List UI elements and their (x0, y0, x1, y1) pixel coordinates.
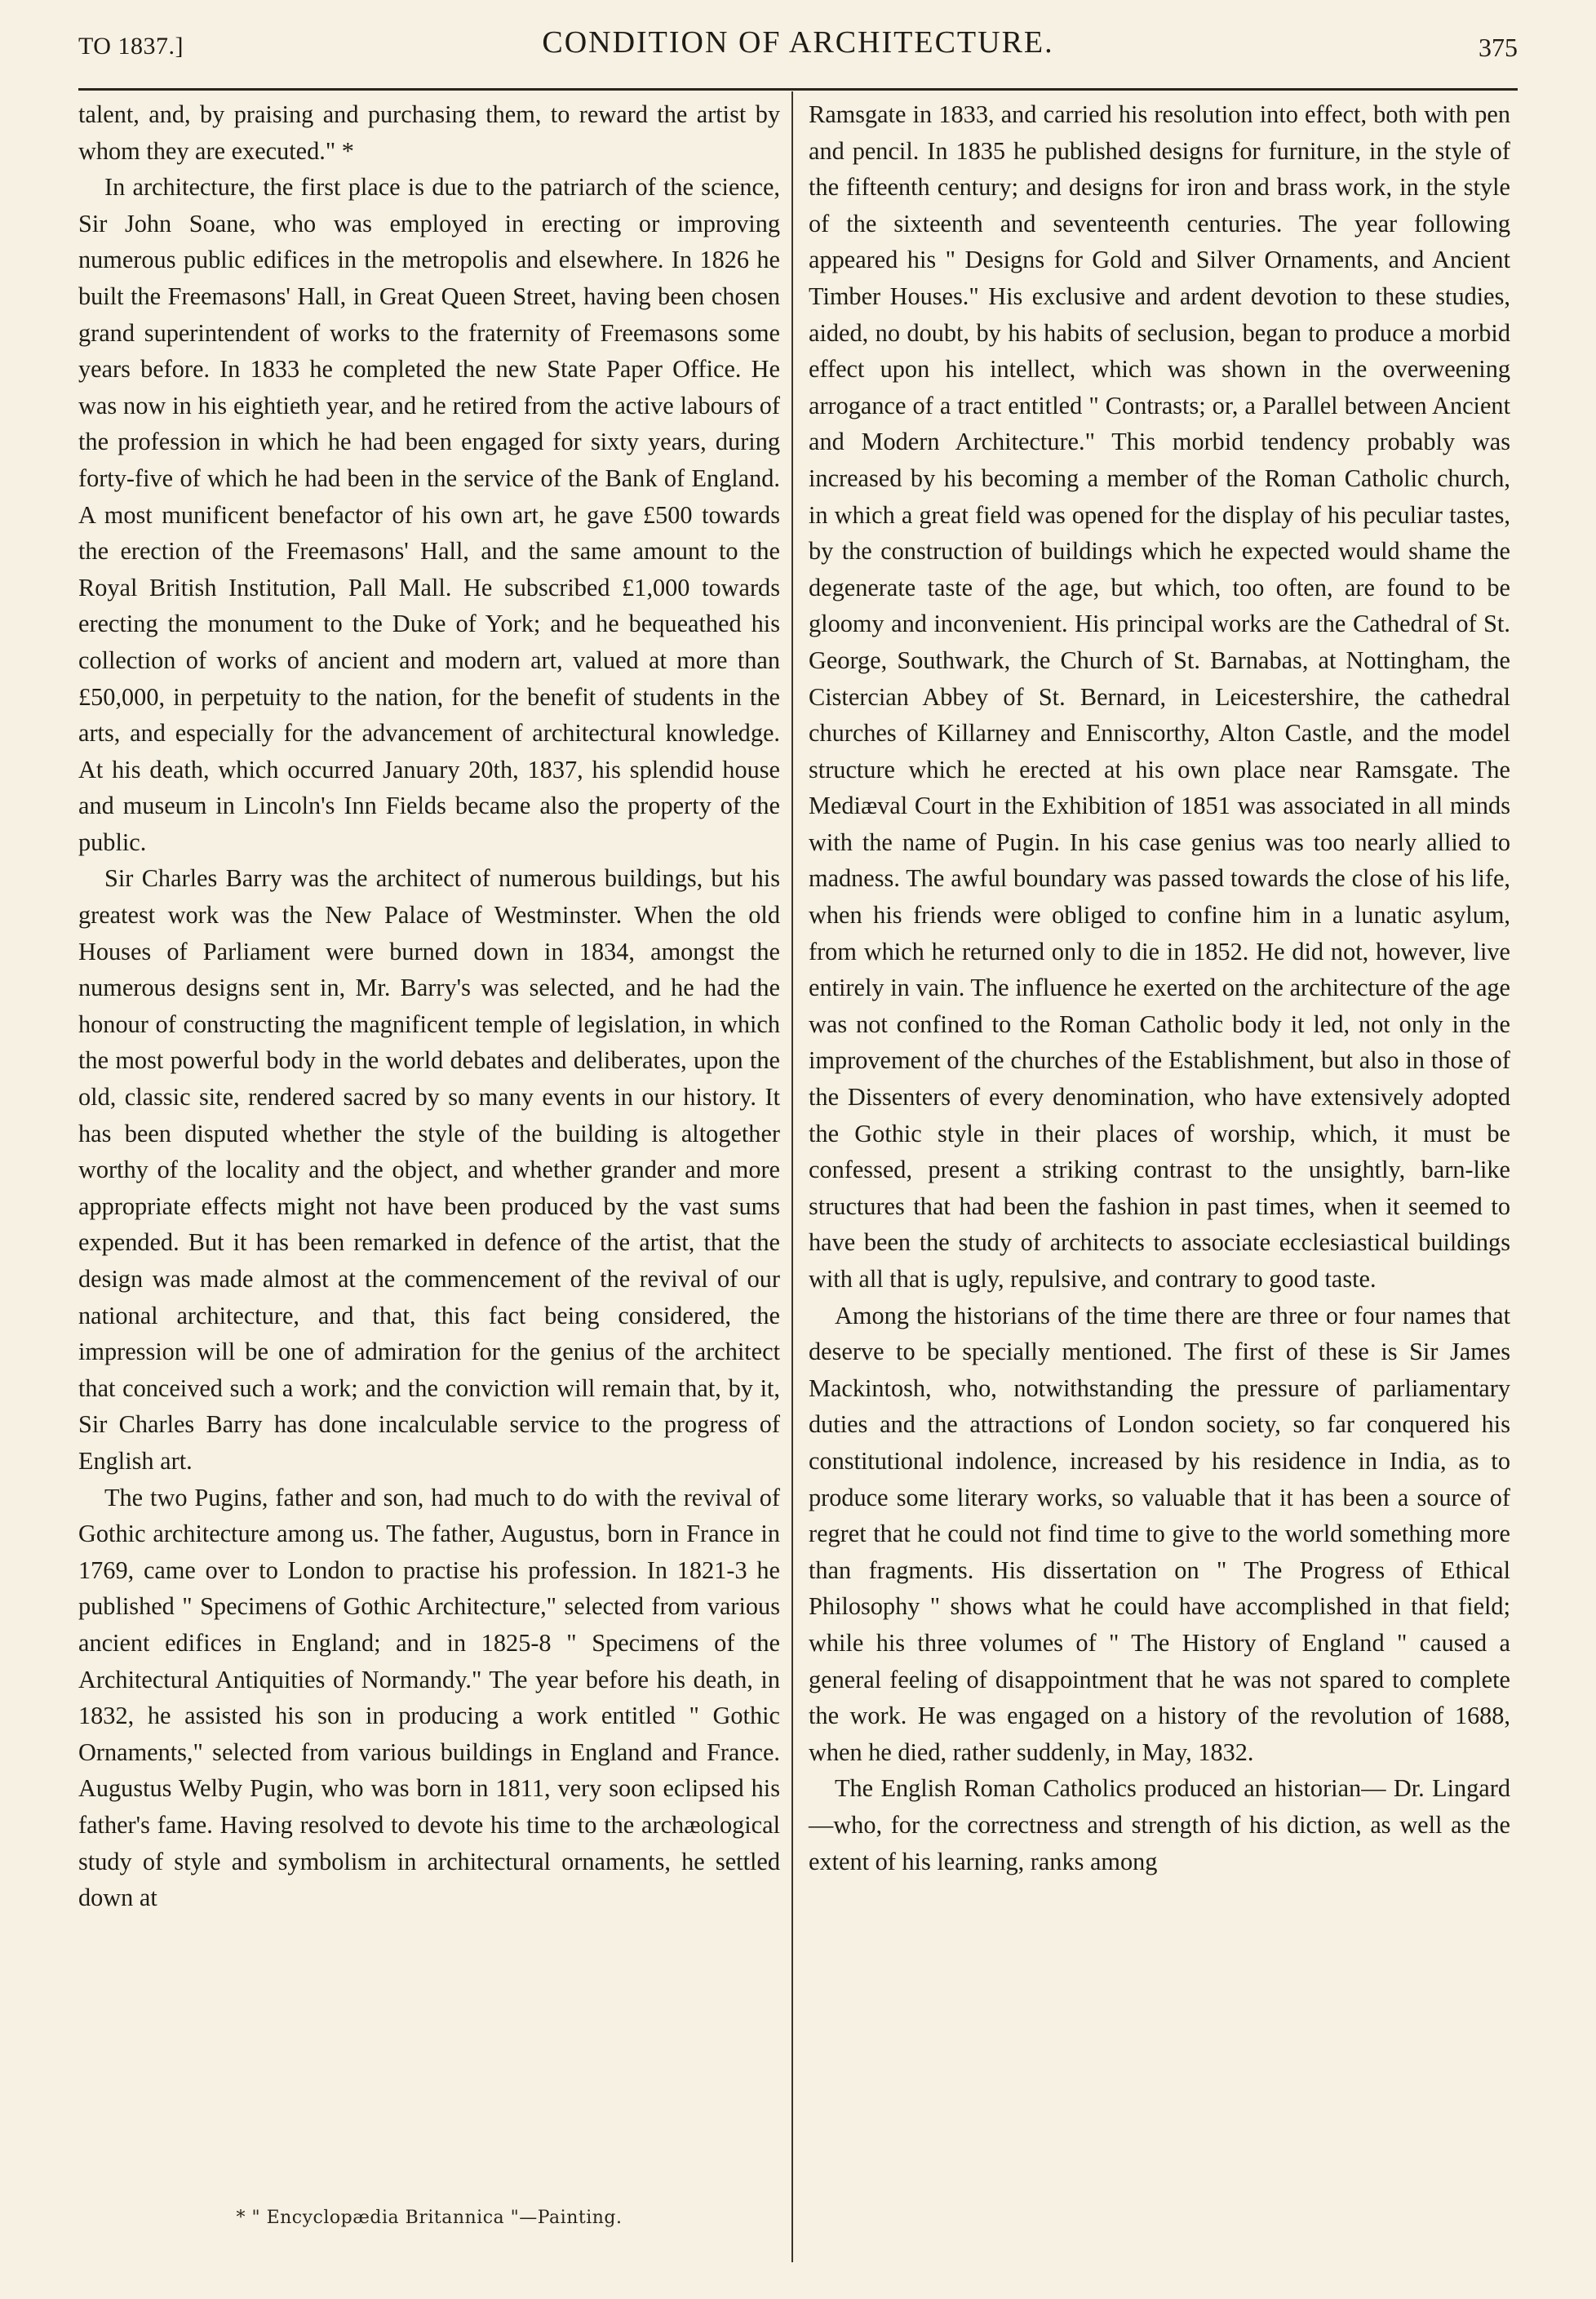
paragraph-quote-continuation: talent, and, by praising and purchasing them, to reward the artist by whom they are executed." * (78, 100, 780, 165)
column-divider (791, 91, 793, 2262)
paragraph-soane: In architecture, the first place is due to the patriarch of the science, Sir John Soane, who was employed in erecting or improving numerous public edifices in the metropolis and elsewhere. In 1826 he built the Freemasons' Hall, in Great Queen Street, having been chosen grand superintendent of works to the fraternity of Freemasons some years before. In 1833 he completed the new State Paper Office. He was now in his eightieth year, and he retired from the active labours of the profession in which he had been engaged for sixty years, during forty-five of which he had been in the service of the Bank of England. A most munificent benefactor of his own art, he gave £500 towards the erection of the Freemasons' Hall, and the same amount to the Royal British Institution, Pall Mall. He subscribed £1,000 towards erecting the monument to the Duke of York; and he bequeathed his collection of works of ancient and modern art, valued at more than £50,000, in perpetuity to the nation, for the benefit of students in the arts, and especially for the advancement of architectural knowledge. At his death, which occurred January 20th, 1837, his splendid house and museum in Lincoln's Inn Fields became also the property of the public. (78, 173, 780, 856)
running-head-date-range: TO 1837.] (78, 33, 184, 60)
paragraph-barry: Sir Charles Barry was the architect of numerous buildings, but his greatest work was the New Palace of Westminster. When the old Houses of Parliament were burned down in 1834, amongst the numerous designs sent in, Mr. Barry's was selected, and he had the honour of constructing the magnificent temple of legislation, in which the most powerful body in the world debates and deliberates, upon the old, classic site, rendered sacred by so many events in our history. It has been disputed whether the style of the building is altogether worthy of the locality and the object, and whether grander and more appropriate effects might not have been produced by the vast sums expended. But it has been remarked in defence of the artist, that the design was made almost at the commencement of the revival of our national architecture, and that, this fact being considered, the impression will be one of admiration for the genius of the architect that conceived such a work; and the conviction will remain that, by it, Sir Charles Barry has done incalculable service to the progress of English art. (78, 864, 780, 1475)
header-rule (78, 88, 1518, 91)
left-column (78, 96, 780, 1916)
paragraph-historians: Among the historians of the time there are three or four names that deserve to be specially mentioned. The first of these is Sir James Mackintosh, who, notwithstanding the pressure of parliamentary duties and the attractions of London society, so far conquered his constitutional indolence, increased by his residence in India, as to produce some literary works, so valuable that it has been a source of regret that he could not find time to give to the world something more than fragments. His dissertation on " The Progress of Ethical Philosophy " shows what he could have accomplished in that field; while his three volumes of " The History of England " caused a general feeling of disappointment that he was not spared to complete the work. He was engaged on a history of the revolution of 1688, when he died, rather suddenly, in May, 1832. (809, 1301, 1510, 1766)
paragraph-pugins: The two Pugins, father and son, had much to do with the revival of Gothic architecture among us. The father, Augustus, born in France in 1769, came over to London to practise his profession. In 1821-3 he published " Specimens of Gothic Architecture," selected from various ancient edifices in England; and in 1825-8 " Specimens of the Architectural Antiquities of Normandy." The year before his death, in 1832, he assisted his son in producing a work entitled " Gothic Ornaments," selected from various buildings in England and France. Augustus Welby Pugin, who was born in 1811, very soon eclipsed his father's fame. Having resolved to devote his time to the archæological study of style and symbolism in architectural ornaments, he settled down at (78, 1483, 780, 1912)
paragraph-pugin-continued: Ramsgate in 1833, and carried his resolution into effect, both with pen and pencil. In 1835 he published designs for furniture, in the style of the fifteenth century; and designs for iron and brass work, in the style of the sixteenth and seventeenth centuries. The year following appeared his " Designs for Gold and Silver Ornaments, and Ancient Timber Houses." His exclusive and ardent devotion to these studies, aided, no doubt, by his habits of seclusion, began to produce a morbid effect upon his intellect, which was shown in the overweening arrogance of a tract entitled " Contrasts; or, a Parallel between Ancient and Modern Architecture." This morbid tendency probably was increased by his becoming a member of the Roman Catholic church, in which a great field was opened for the display of his peculiar tastes, by the construction of buildings which he expected would shame the degenerate taste of the age, but which, too often, are found to be gloomy and inconvenient. His principal works are the Cathedral of St. George, Southwark, the Church of St. Barnabas, at Nottingham, the Cistercian Abbey of St. Bernard, in Leicestershire, the cathedral churches of Killarney and Enniscorthy, Alton Castle, and the model structure which he erected at his own place near Ramsgate. The Mediæval Court in the Exhibition of 1851 was associated in all minds with the name of Pugin. In his case genius was too nearly allied to madness. The awful boundary was passed towards the close of his life, when his friends were obliged to confine him in a lunatic asylum, from which he returned only to die in 1852. He did not, however, live entirely in vain. The influence he exerted on the architecture of the age was not confined to the Roman Catholic body it led, not only in the improvement of the churches of the Establishment, but also in those of the Dissenters of every denomination, who have extensively adopted the Gothic style in their places of worship, which, it must be confessed, present a striking contrast to the unsightly, barn-like structures that had been the fashion in past times, when it seemed to have been the study of architects to associate ecclesiastical buildings with all that is ugly, repulsive, and contrary to good taste. (809, 100, 1510, 1293)
page-number: 375 (1479, 33, 1518, 62)
paragraph-lingard: The English Roman Catholics produced an historian— Dr. Lingard—who, for the correctness and strength of his diction, as well as the extent of his learning, ranks among (809, 1774, 1510, 1875)
running-head-title: CONDITION OF ARCHITECTURE. (542, 25, 1054, 60)
right-column (809, 96, 1510, 1880)
footnote: * " Encyclopædia Britannica "—Painting. (236, 2208, 623, 2228)
running-head (78, 24, 1518, 73)
